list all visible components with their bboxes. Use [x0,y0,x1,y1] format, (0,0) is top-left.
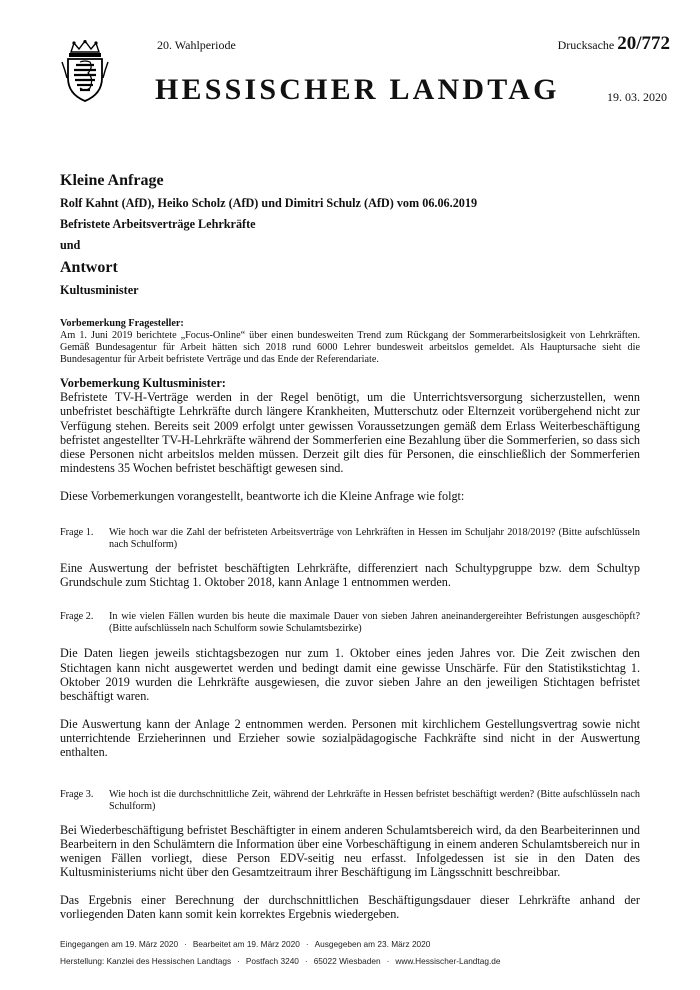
intro-paragraph: Diese Vorbemerkungen vorangestellt, beantworte ich die Kleine Anfrage wie folgt: [60,488,465,503]
question-1 [60,527,640,551]
vorbemerkung-fragesteller-heading: Vorbemerkung Fragesteller: [60,318,184,329]
authors-line: Rolf Kahnt (AfD), Heiko Scholz (AfD) und Dimitri Schulz (AfD) vom 06.06.2019 [60,196,478,210]
answer-3-paragraph-1: Bei Wiederbeschäftigung befristet Beschäftigter in einem anderen Schulamtsbereich wird, da den Bearbeiterinnen und Bearbeitern in den Schulämtern die Information über eine Vorbeschäftigung in einem anderen Schulamtsbereich nur in wenigen Fällen vorliegt, diese Person EDV-seitig neu erfasst. Infolgedessen ist sie in den Daten des Kultusministeriums nicht über den Gesamtzeitraum ihrer Beschäftigung im Längsschnitt beschreibbar. [60,822,640,879]
footer-city: 65022 Wiesbaden [313,956,381,966]
answer-2-paragraph-1: Die Daten liegen jeweils stichtagsbezogen nur zum 1. Oktober eines jeden Jahres vor. Die Zeit zwischen den Stichtagen kann nicht ausgewertet werden und bedingt damit eine gewisse Unschärfe. Für den Statistikstichtag 1. Oktober 2019 wurden die Lehrkräfte ausgewiesen, die zuvor sieben Jahre an den jeweiligen Stichtagen befristet beschäftigt waren. [60,646,640,703]
footer-herstellung: Herstellung: Kanzlei des Hessischen Landtags [60,956,232,966]
vorbemerkung-fragesteller-text: Am 1. Juni 2019 berichtete „Focus-Online“ über einen bundesweiten Trend zum Rückgang der Sommerarbeitslosigkeit von Lehrkräften. Gemäß Bundesagentur für Arbeit hätten sich 2018 rund 6000 Lehrer bundesweit arbeitslos gemeldet. Als Hauptursache sieht die Bundesagentur für Arbeit befristete Verträge und das Ende der Referendariate. [60,330,640,365]
question-2-text: In wie vielen Fällen wurden bis heute die maximale Dauer von sieben Jahren aneinandergereihter Befristungen ausgeschöpft? (Bitte aufschlüsseln nach Schulform sowie Schulamtsbezirke) [109,610,640,634]
footer-postfach: Postfach 3240 [245,956,299,966]
vorbemerkung-kultusminister-heading: Vorbemerkung Kultusminister: [60,376,226,391]
question-3 [60,789,640,813]
footer-line-2 [60,953,660,970]
footer-ausgegeben: Ausgegeben am 23. März 2020 [314,939,431,949]
footer-separator: · [304,956,308,966]
kleine-anfrage-heading: Kleine Anfrage [60,172,164,189]
vorbemerkung-kultusminister-text: Befristete TV-H-Verträge werden in der Regel benötigt, um die Unterrichtsversorgung sicherzustellen, wenn unbefristet beschäftigte Lehrkräfte durch längere Krankheiten, Mutterschutz oder Elternzeit vorübergehend nicht zur Verfügung stehen. Bereits seit 2009 erfolgt unter gewissen Voraussetzungen gemäß dem Erlass Weiterbeschäftigung befristet angestellter TV-H-Lehrkräfte während der Sommerferien eine Bezahlung über die Sommerferien, so dass sich diese Personen nicht arbeitslos melden müssen. Derzeit gilt dies für Personen, die einschließlich der Sommerferien mindestens 35 Wochen befristet beschäftigt gewesen sind. [60,390,640,475]
ministry-line: Kultusminister [60,283,139,297]
answer-1-paragraph-1: Eine Auswertung der befristet beschäftigten Lehrkräfte, differenziert nach Schultypgruppe bzw. dem Schultyp Grundschule zum Stichtag 1. Oktober 2018, kann Anlage 1 entnommen werden. [60,560,640,589]
title-block [60,172,660,304]
question-1-text: Wie hoch war die Zahl der befristeten Arbeitsverträge von Lehrkräften in Hessen im Schuljahr 2018/2019? (Bitte aufschlüsseln nach Schulform) [109,527,640,550]
footer-separator: · [386,956,390,966]
footer-website-link[interactable]: www.Hessischer-Landtag.de [395,956,501,966]
question-2-label: Frage 2. [60,610,94,622]
und-line: und [60,238,81,252]
drucksache-number: 20/772 [617,33,670,54]
footer-separator: · [184,939,187,949]
document-body [60,318,640,921]
footer-separator: · [305,939,309,949]
landtag-title: HESSISCHER LANDTAG [155,73,560,106]
hesse-coat-of-arms-icon [60,40,110,102]
question-1-label: Frage 1. [60,527,94,539]
answer-3-paragraph-2: Das Ergebnis einer Berechnung der durchschnittlichen Beschäftigungsdauer dieser Lehrkräfte anhand der vorliegenden Daten kann somit kein korrektes Ergebnis wiedergeben. [60,893,640,922]
footer-eingegangen: Eingegangen am 19. März 2020 [60,939,179,949]
footer-bearbeitet: Bearbeitet am 19. März 2020 [192,939,300,949]
question-3-label: Frage 3. [60,789,94,801]
footer-line-1 [60,936,660,953]
question-3-text: Wie hoch ist die durchschnittliche Zeit, während der Lehrkräfte in Hessen befristet beschäftigt werden? (Bitte aufschlüsseln nach Schulform) [109,789,640,812]
subject-line: Befristete Arbeitsverträge Lehrkräfte [60,217,256,231]
answer-2-paragraph-2: Die Auswertung kann der Anlage 2 entnommen werden. Personen mit kirchlichem Gestellungsvertrag sowie nicht unterrichtende Erzieherinnen und Erzieher sowie sozialpädagogische Fachkräfte sind nicht in der Auswertung enthalten. [60,716,640,759]
footer-separator: · [237,956,240,966]
drucksache-label: Drucksache [557,38,615,52]
footer [60,936,660,970]
question-2 [60,611,640,635]
document-date: 19. 03. 2020 [607,90,667,104]
antwort-heading: Antwort [60,259,118,276]
drucksache [558,33,670,55]
wahlperiode: 20. Wahlperiode [157,38,236,52]
